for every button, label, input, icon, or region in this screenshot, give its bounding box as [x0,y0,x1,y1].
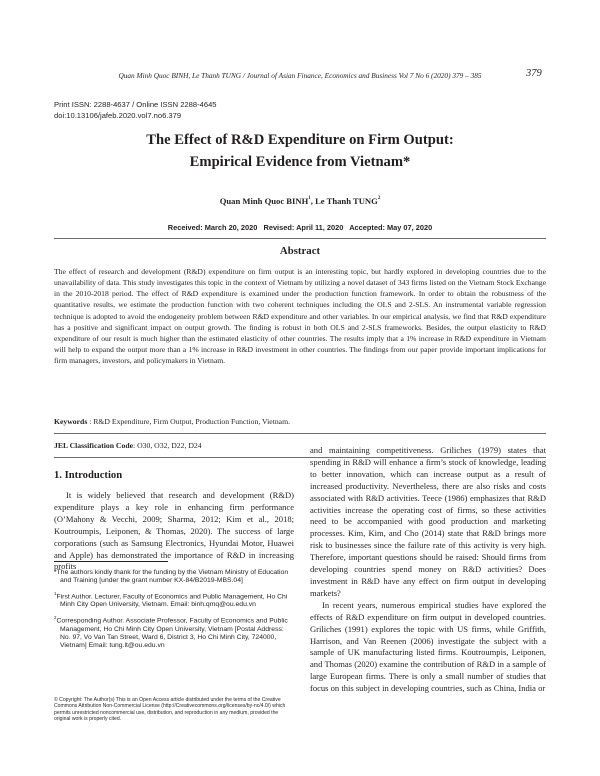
keywords-label: Keywords [54,417,88,426]
keywords-value: : R&D Expenditure, Firm Output, Production Function, Vietnam. [87,417,290,426]
running-header: Quan Minh Quoc BINH, Le Thanh TUNG / Journal of Asian Finance, Economics and Business Vol 7 No 6 (2020) 379 – 385 [118,71,482,80]
abstract-heading: Abstract [279,245,321,257]
author-footnote [54,614,294,651]
author-footnote [54,590,294,610]
affiliation-marker: 2 [377,196,381,201]
affiliation-marker: 1 [308,196,311,201]
intro-paragraph: and maintaining competitiveness. Griliches (1979) states that spending in R&D will enhance a firm’s stock of knowledge, leading to better innovation, which can increase output as a result of increased productivity. Nevertheless, there are also risks and costs associated with R&D activities. Teece (1986) emphasizes that R&D activities increase the operating cost of firms, so these activities need to be accompanied with good production and marketing processes. Kim, Kim, and Cho (2014) state that R&D brings more risk to businesses since the failure rate of this activity is very high. Therefore, important questions should be raised: Should firms from developing countries spend money on R&D activities? Does investment in R&D have any effect on firm output in developing markets? [310,445,546,598]
doi-line: doi:10.13106/jafeb.2020.vol7.no6.379 [54,110,182,120]
issn-line: Print ISSN: 2288-4637 / Online ISSN 2288-4645 [54,100,217,109]
author-separator: , [310,196,316,206]
intro-paragraph: It is widely believed that research and development (R&D) expenditure plays a key role in enhancing firm performance (O’Mahony & Vecchi, 2009; Sharma, 2012; Kim et al., 2018; Koutroumpis, Leiponen, & Thomas, 2020). The success of large corporations (such as Samsung Electronics, Hyundai Motor, Huawei and Apple) has demonstrated the importance of R&D in increasing profits [54,490,294,572]
intro-paragraph: In recent years, numerous empirical studies have explored the effects of R&D expenditure on firm output in developed countries. Griliches (1991) explores the topic with US firms, while Griffith, Harrison, and Van Reenen (2006) investigate the subject with a sample of UK manufacturing listed firms. Koutroumpis, Leiponen, and Thomas (2020) examine the contribution of R&D in a sample of large European firms. There is only a small number of studies that focus on this subject in developing countries, such as China, India or [310,599,546,694]
author-name: Le Thanh TUNG [315,196,378,206]
title-line-2: Empirical Evidence from Vietnam* [189,153,411,170]
author-name: Quan Minh Quoc BINH [219,196,309,206]
footnote-marker: 2 [54,614,57,620]
issn-block [54,100,217,121]
page-number: 379 [526,68,542,79]
intro-right-column [310,445,546,695]
submission-dates [54,223,546,232]
jel-value: : O30, O32, D22, D24 [133,441,202,450]
footnote-marker: 1 [54,590,57,596]
footnote-text: Corresponding Author. Associate Professor, Faculty of Economics and Public Management, Ho Chi Minh City Open University, Vietnam [Postal Address: No. 97, Vo Van Tan Street, Ward 6, District 3, Ho Chi Minh City, 724000, Vietnam] Email: tung.lt@ou.edu.vn [56,617,288,650]
title-line-1: The Effect of R&D Expenditure on Firm Output: [146,132,454,148]
divider-middle [54,433,546,434]
abstract-body: The effect of research and development (R&D) expenditure on firm output is an interesting topic, but hardly explored in developing countries due to the unavailability of data. This study investigates this topic in the context of Vietnam by utilizing a novel dataset of 343 firms listed on the Vietnam Stock Exchange in the 2010-2018 period. The effect of R&D expenditure is examined under the production function framework. In order to obtain the robustness of the quantitative results, we estimate the production function with two coherent techniques including the OLS and 2-SLS. An instrumental variable regression technique is adopted to avoid the endogeneity problem between R&D expenditure and other variables. In our empirical analysis, we find that R&D expenditure has a positive and significant impact on output growth. The finding is robust in both OLS and 2-SLS frameworks. Besides, the output elasticity to R&D expenditure of our result is much higher than the estimated elasticity of other countries. The results imply that a 1% increase in R&D expenditure in Vietnam will help to expand the output more than a 1% increase in R&D investment in other countries. The findings from our paper provide important implications for firm managers, investors, and policymakers in Vietnam. [54,267,546,366]
funding-footnote: *The authors kindly thank for the funding by the Vietnam Ministry of Education and Training [under the grant number KX-84/B2019-MBS.04] [54,569,289,585]
divider-top [54,238,546,239]
author-list [54,196,546,206]
dates-text: Received: March 20, 2020 Revised: April 11, 2020 Accepted: May 07, 2020 [167,223,433,232]
footnote-divider [54,561,168,562]
footnote-text: First Author. Lecturer, Faculty of Economics and Public Management, Ho Chi Minh City Open University, Vietnam. Email: binh.qmq@ou.edu.vn [56,593,288,609]
footnotes [54,569,294,655]
jel-label: JEL Classification Code [54,441,134,450]
paper-title [54,130,546,173]
section-heading: 1. Introduction [54,470,123,481]
copyright-notice: © Copyright: The Author(s) This is an Open Access article distributed under the terms of the Creative Commons Attribution Non-Commercial License (http://Creativecommons.org/licenses/by-nc/4.0/) which permits unrestricted noncommercial use, distribution, and reproduction in any medium, provided the original work is properly cited. [54,697,286,723]
keywords-line [54,417,546,426]
